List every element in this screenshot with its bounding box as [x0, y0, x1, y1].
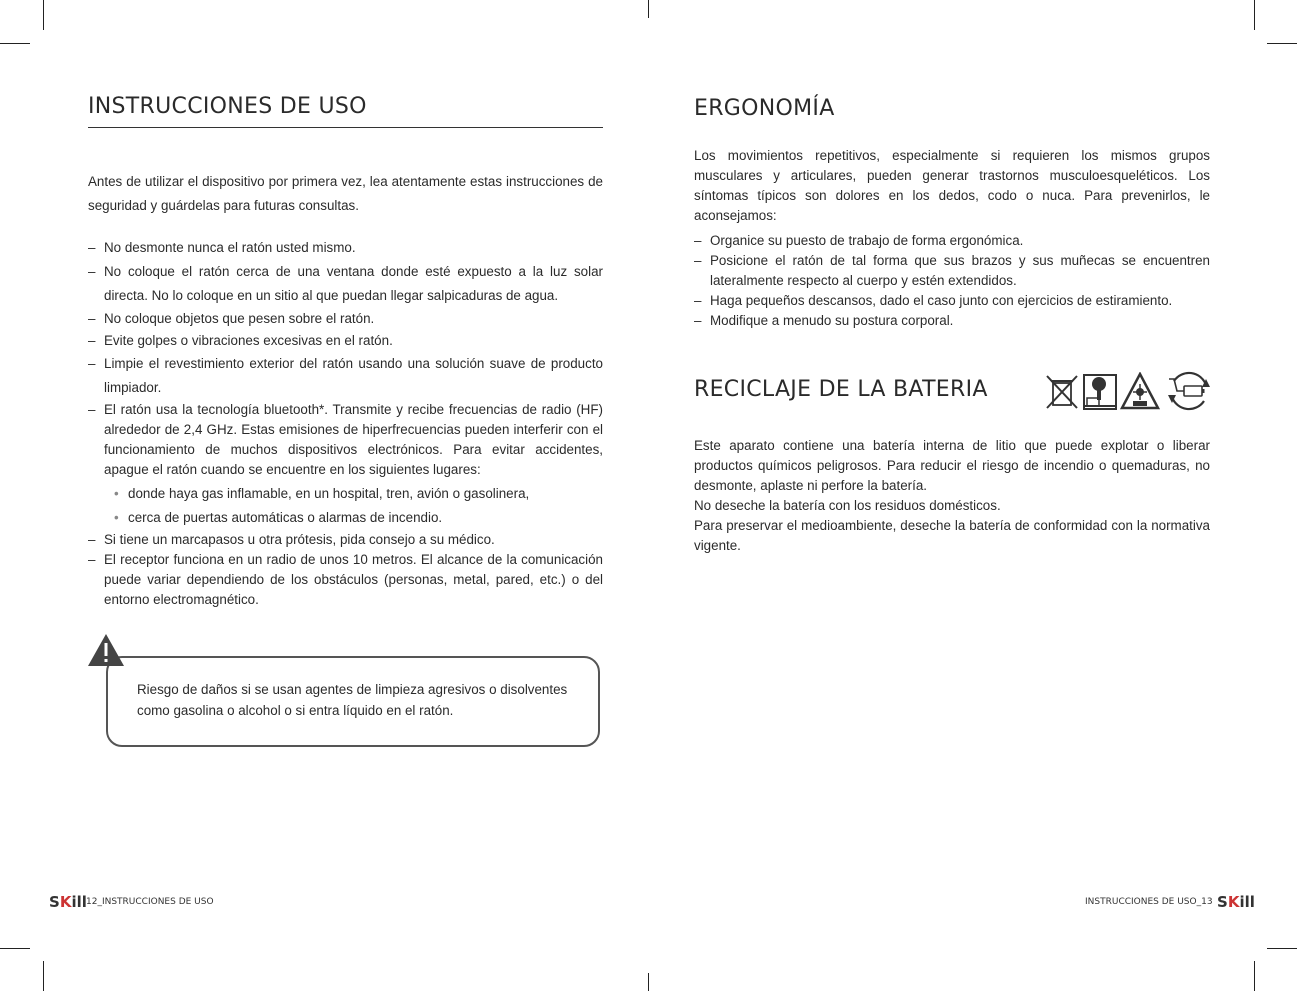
- crossed-bin-icon: [1044, 373, 1080, 411]
- list-item: – No coloque objetos que pesen sobre el ratón.: [88, 311, 375, 326]
- list-item: – El receptor funciona en un radio de unos 10 metros. El alcance de la comunicación puede variar dependiendo de los obstáculos (personas, metal, pared, etc.) o del entorno electromagnético.: [88, 552, 603, 607]
- recycling-text: [694, 436, 1210, 556]
- list-item: – No coloque el ratón cerca de una ventana donde esté expuesto a la luz solar directa. No lo coloque en un sitio al que puedan llegar salpicaduras de agua.: [88, 264, 603, 303]
- brand-logo: SKill: [49, 893, 87, 911]
- list-item: – Organice su puesto de trabajo de forma ergonómica.: [694, 233, 1024, 248]
- list-item: – Posicione el ratón de tal forma que sus brazos y sus muñecas se encuentren lateralmente respecto al cuerpo y estén extendidos.: [694, 253, 1210, 288]
- warning-triangle-icon: [87, 633, 125, 667]
- recycling-paragraph: Este aparato contiene una batería interna de litio que puede explotar o liberar productos químicos peligrosos. Para reducir el riesgo de incendio o quemaduras, no desmonte, aplaste ni perfore la batería.: [694, 438, 1210, 493]
- list-item: – El ratón usa la tecnología bluetooth*. Transmite y recibe frecuencias de radio (HF) alrededor de 2,4 GHz. Estas emisiones de hiperfrecuencias pueden interferir con el funcionamiento de muchos dispositivos electrónicos. Para evitar accidentes, apague el ratón cuando se encuentre en los siguientes lugares:: [88, 402, 603, 477]
- list-item: – Si tiene un marcapasos u otra prótesis, pida consejo a su médico.: [88, 532, 495, 547]
- ergonomics-list: [694, 231, 1210, 331]
- title-underline: [88, 127, 603, 128]
- list-item: – Evite golpes o vibraciones excesivas en el ratón.: [88, 333, 393, 348]
- intro-paragraph: Antes de utilizar el dispositivo por primera vez, lea atentamente estas instrucciones de seguridad y guárdelas para futuras consultas.: [88, 174, 603, 213]
- list-subitem: • donde haya gas inflamable, en un hospital, tren, avión o gasolinera,: [114, 486, 530, 501]
- crop-mark: [648, 0, 649, 18]
- environment-hazard-icon: [1083, 374, 1117, 410]
- crop-mark: [1254, 0, 1255, 30]
- section-title-recycling: RECICLAJE DE LA BATERIA: [694, 377, 988, 402]
- list-item: – Limpie el revestimiento exterior del ratón usando una solución suave de producto limpiador.: [88, 356, 603, 395]
- safety-list: [88, 236, 603, 610]
- crop-mark: [43, 0, 44, 30]
- page-footer-right: INSTRUCCIONES DE USO_13: [1085, 897, 1213, 907]
- crop-mark: [1267, 43, 1297, 44]
- crop-mark: [0, 43, 30, 44]
- ergonomics-intro: Los movimientos repetitivos, especialmente si requieren los mismos grupos musculares y articulares, pueden generar trastornos musculoesqueléticos. Los síntomas típicos son dolores en los dedos, codo o nuca. Para prevenirlos, le aconsejamos:: [694, 148, 1210, 223]
- warning-text: Riesgo de daños si se usan agentes de limpieza agresivos o disolventes como gasolina o alcohol o si entra líquido en el ratón.: [137, 682, 568, 718]
- explosion-hazard-icon: [1120, 372, 1160, 410]
- list-item: – Modifique a menudo su postura corporal.: [694, 313, 954, 328]
- section-title-ergonomics: ERGONOMÍA: [694, 96, 835, 121]
- crop-mark: [648, 973, 649, 991]
- recycling-paragraph: Para preservar el medioambiente, deseche la batería de conformidad con la normativa vigente.: [694, 518, 1210, 553]
- crop-mark: [1254, 961, 1255, 991]
- brand-logo: SKill: [1217, 893, 1255, 911]
- crop-mark: [43, 961, 44, 991]
- list-item: – No desmonte nunca el ratón usted mismo.: [88, 240, 356, 255]
- crop-mark: [1267, 948, 1297, 949]
- list-subitem: • cerca de puertas automáticas o alarmas de incendio.: [114, 510, 443, 525]
- crop-mark: [0, 948, 30, 949]
- battery-recycle-icon: [1166, 371, 1212, 411]
- page-title-instructions: INSTRUCCIONES DE USO: [88, 94, 367, 119]
- page-footer-left: 12_INSTRUCCIONES DE USO: [86, 897, 214, 907]
- list-item: – Haga pequeños descansos, dado el caso junto con ejercicios de estiramiento.: [694, 293, 1173, 308]
- recycling-paragraph: No deseche la batería con los residuos domésticos.: [694, 498, 1001, 513]
